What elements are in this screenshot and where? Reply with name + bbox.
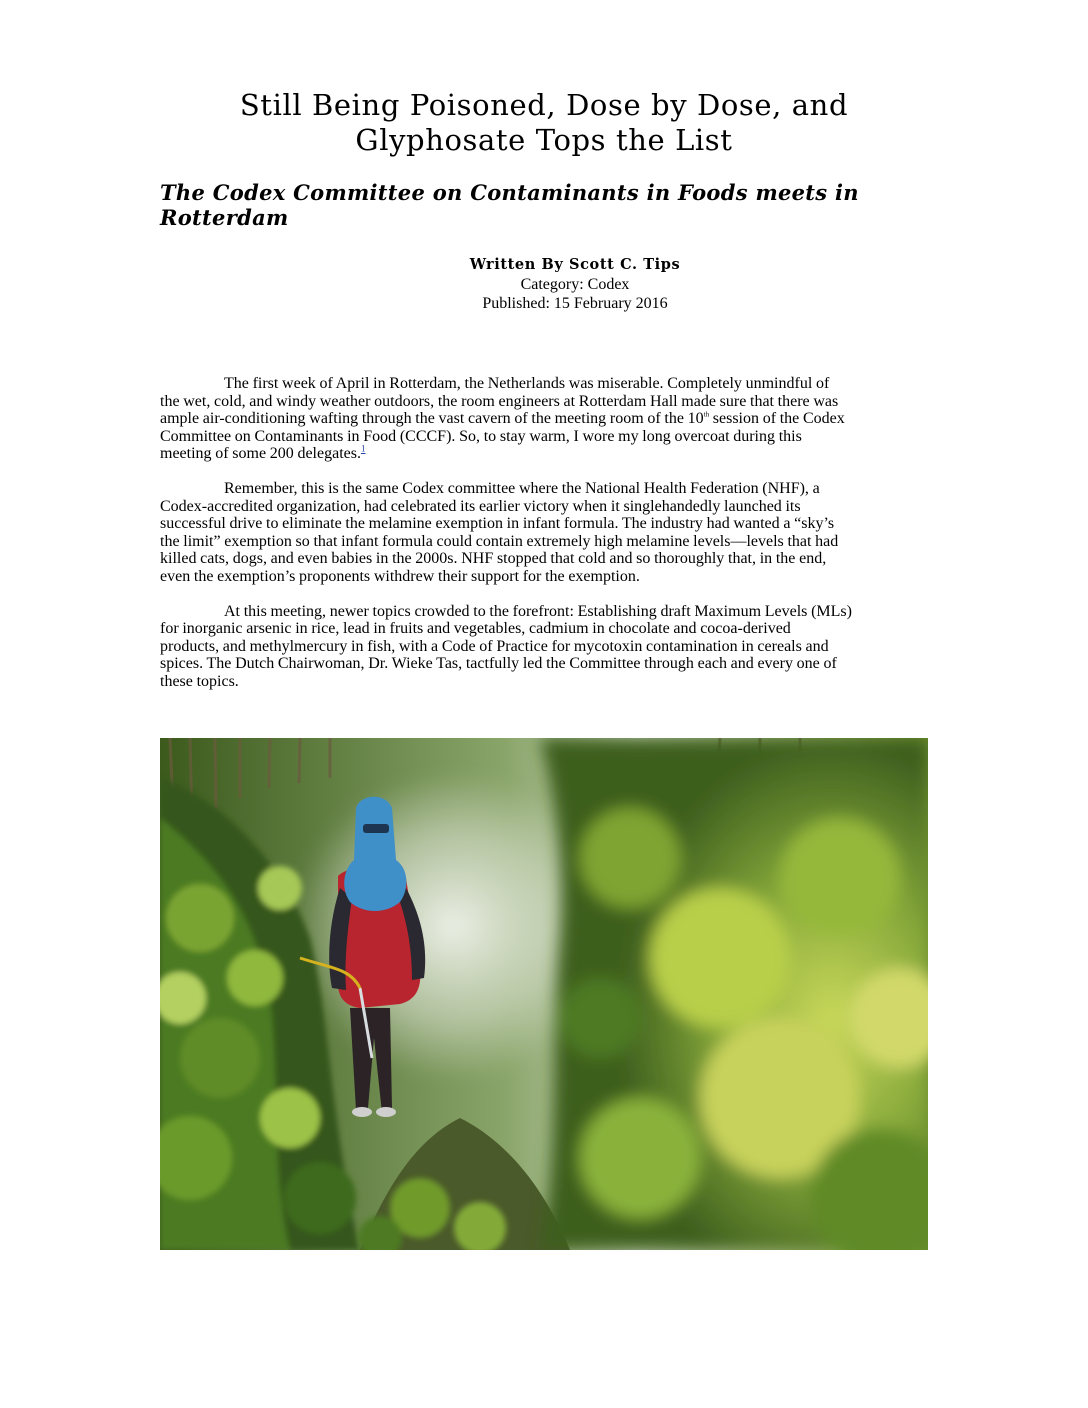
- paragraph-line-part: meeting of some 200 delegates.: [160, 445, 361, 462]
- paragraph-line: successful drive to eliminate the melamine exemption in infant formula. The industry had wanted a “sky’s: [160, 515, 835, 532]
- paragraph-line: these topics.: [160, 672, 239, 690]
- category: Category: Codex: [520, 276, 630, 293]
- paragraph-line: killed cats, dogs, and even babies in the 2000s. NHF stopped that cold and so thoroughly that, in the end,: [160, 550, 827, 567]
- paragraph-line: Remember, this is the same Codex committee where the National Health Federation (NHF), a: [224, 480, 820, 497]
- paragraph-line-part: session of the Codex: [709, 410, 845, 427]
- photo-illustration: [160, 738, 928, 1250]
- paragraph-line: Codex-accredited organization, had celebrated its earlier victory when it singlehandedly launched its: [160, 497, 801, 515]
- article-subtitle-line-1: The Codex Committee on Contaminants in Foods meets in: [160, 180, 859, 205]
- paragraph-line: [160, 410, 928, 428]
- article-subtitle: [160, 180, 928, 230]
- paragraph-line: Committee on Contaminants in Food (CCCF). So, to stay warm, I wore my long overcoat during this: [160, 427, 802, 445]
- paragraph-line: the wet, cold, and windy weather outdoors, the room engineers at Rotterdam Hall made sure that there was: [160, 392, 839, 410]
- paragraph-line: At this meeting, newer topics crowded to the forefront: Establishing draft Maximum Levels (MLs): [224, 602, 852, 620]
- paragraph-line: the limit” exemption so that infant formula could contain extremely high melamine levels—levels that had: [160, 532, 839, 550]
- published-date: Published: 15 February 2016: [482, 295, 668, 312]
- paragraph-1: [160, 375, 928, 463]
- farm-worker-spraying-pesticide-photo: [160, 738, 928, 1250]
- paragraph-line: products, and methylmercury in fish, with a Code of Practice for mycotoxin contamination in cereals and: [160, 637, 829, 655]
- paragraph-2: [160, 480, 928, 585]
- article-title-line-2: Glyphosate Tops the List: [355, 123, 733, 157]
- paragraph-line-part: ample air-conditioning wafting through the vast cavern of the meeting room of the 10: [160, 410, 704, 427]
- right-foliage: [540, 738, 928, 1250]
- article-title: [160, 88, 928, 158]
- footnote-link[interactable]: 1: [360, 443, 366, 454]
- paragraph-line: The first week of April in Rotterdam, the Netherlands was miserable. Completely unmindful of: [224, 375, 830, 392]
- paragraph-line: [160, 445, 928, 463]
- paragraph-line: spices. The Dutch Chairwoman, Dr. Wieke Tas, tactfully led the Committee through each and every one of: [160, 655, 837, 672]
- article-subtitle-line-2: Rotterdam: [160, 205, 289, 230]
- paragraph-line: for inorganic arsenic in rice, lead in fruits and vegetables, cadmium in chocolate and cocoa-derived: [160, 620, 791, 637]
- paragraph-3: [160, 603, 928, 691]
- article-body: [160, 375, 928, 708]
- ordinal-suffix: th: [703, 410, 710, 419]
- author: Written By Scott C. Tips: [469, 256, 681, 273]
- article-title-line-1: Still Being Poisoned, Dose by Dose, and: [239, 88, 849, 122]
- paragraph-line: even the exemption’s proponents withdrew their support for the exemption.: [160, 567, 640, 585]
- byline: [380, 255, 770, 313]
